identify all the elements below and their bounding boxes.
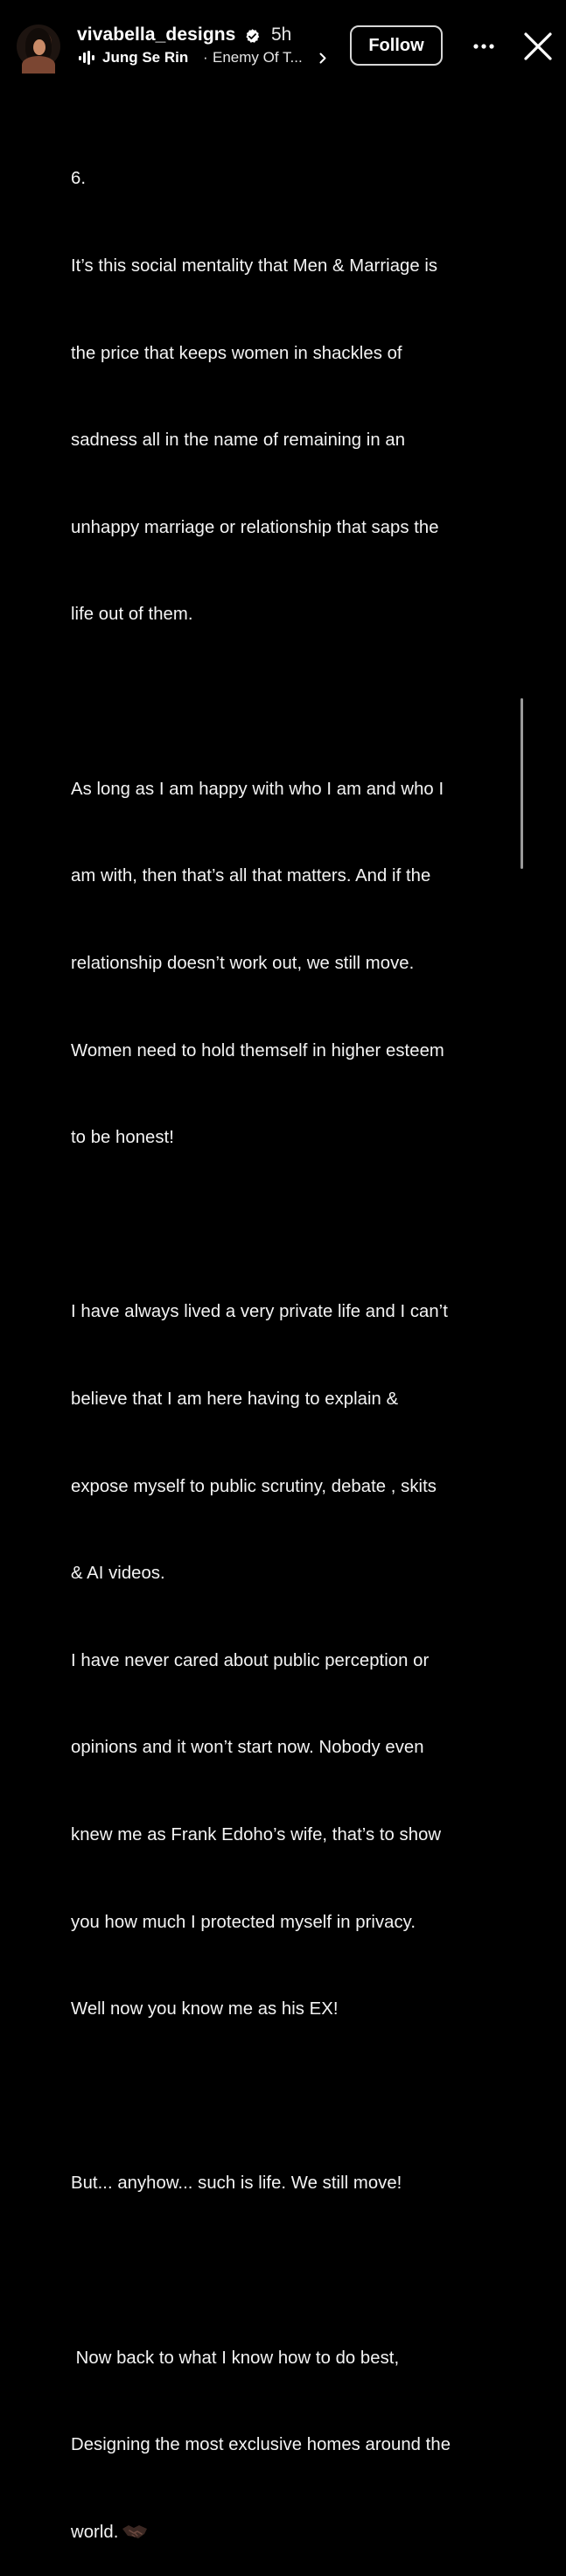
close-icon[interactable]	[523, 32, 553, 61]
text-line: Well now you know me as his EX!	[71, 1999, 339, 2020]
avatar-shoulder	[22, 56, 55, 74]
text-line: life out of them.	[71, 605, 193, 625]
avatar[interactable]	[17, 24, 60, 68]
text-line: world.	[71, 2522, 119, 2542]
text-line: believe that I am here having to explain &	[71, 1389, 399, 1409]
text-line: unhappy marriage or relationship that saps the	[71, 517, 439, 537]
text-line: But... anyhow... such is life. We still move!	[71, 2174, 402, 2194]
music-separator: ·	[203, 49, 208, 66]
text-line: It’s this social mentality that Men & Marriage is	[71, 256, 438, 276]
story-text	[71, 107, 508, 2576]
text-line: 6.	[71, 169, 87, 189]
text-line	[71, 688, 508, 717]
verified-badge-icon	[244, 28, 261, 45]
username[interactable]: vivabella_designs	[77, 24, 236, 45]
text-line: Designing the most exclusive homes around the	[71, 2435, 451, 2455]
music-song-title[interactable]: Enemy Of T...	[213, 49, 303, 66]
text-line: relationship doesn’t work out, we still move.	[71, 953, 415, 973]
text-line: sadness all in the name of remaining in an	[71, 430, 406, 451]
more-dots-icon[interactable]	[472, 43, 495, 50]
text-line: opinions and it won’t start now. Nobody even	[71, 1738, 424, 1758]
text-line: am with, then that’s all that matters. And if the	[71, 866, 431, 886]
music-bars-icon	[79, 51, 94, 65]
handshake-emoji	[122, 2523, 148, 2540]
text-line	[71, 2082, 508, 2111]
text-line: Now back to what I know how to do best,	[71, 2348, 400, 2368]
text-line	[71, 1211, 508, 1240]
text-line-last	[71, 2518, 508, 2547]
music-artist[interactable]: Jung Se Rin	[102, 49, 189, 66]
text-line: Women need to hold themself in higher esteem	[71, 1040, 444, 1060]
text-line	[71, 2257, 508, 2286]
story-header	[0, 0, 566, 96]
follow-button[interactable]: Follow	[350, 25, 443, 66]
text-line: I have always lived a very private life and I can’t	[71, 1302, 448, 1322]
text-line: As long as I am happy with who I am and who I	[71, 779, 444, 799]
text-line: knew me as Frank Edoho’s wife, that’s to show	[71, 1824, 442, 1844]
post-time: 5h	[271, 24, 292, 45]
chevron-right-icon[interactable]	[319, 52, 327, 64]
text-line: & AI videos.	[71, 1564, 165, 1584]
scrollbar[interactable]	[521, 698, 523, 869]
text-line: expose myself to public scrutiny, debate , skits	[71, 1476, 437, 1496]
text-line: to be honest!	[71, 1128, 174, 1148]
text-line: the price that keeps women in shackles of	[71, 343, 402, 363]
avatar-face	[33, 39, 45, 55]
text-line: I have never cared about public perception or	[71, 1650, 430, 1670]
text-line: you how much I protected myself in privacy.	[71, 1912, 416, 1932]
